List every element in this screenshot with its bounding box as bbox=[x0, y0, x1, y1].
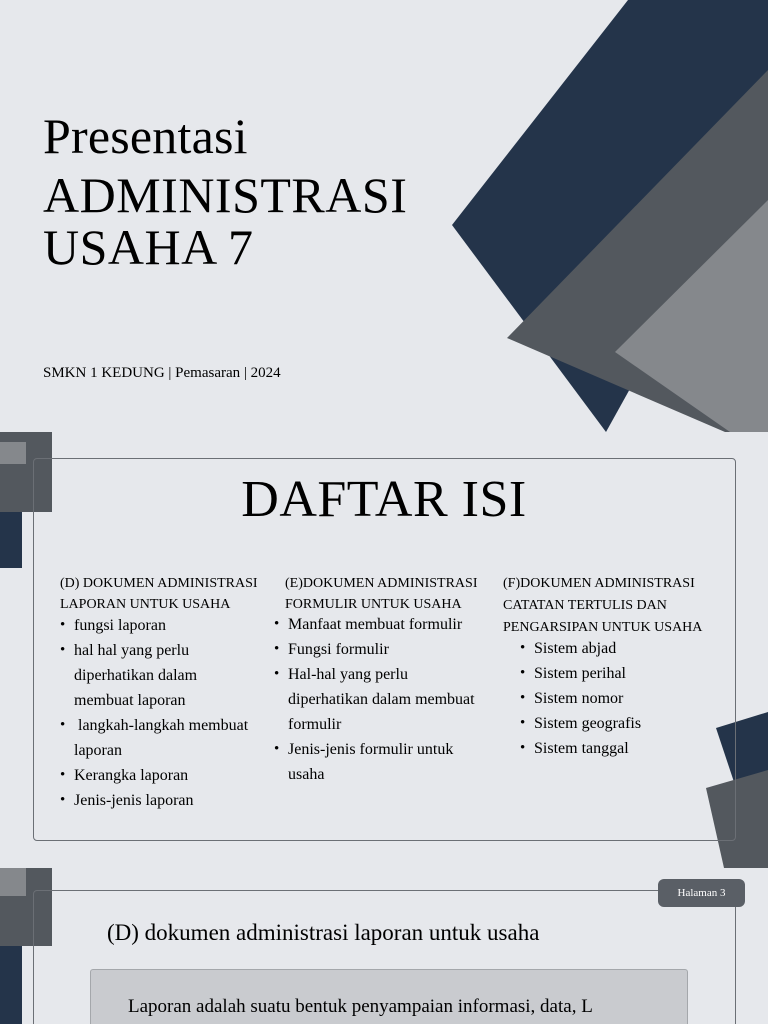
list-item: • Fungsi formulir bbox=[274, 637, 503, 662]
list-item: • Hal-hal yang perlu bbox=[274, 662, 503, 687]
content-body: Laporan adalah suatu bentuk penyampaian informasi, data, L bbox=[128, 996, 593, 1017]
light-square-left bbox=[0, 868, 26, 896]
title-administrasi: ADMINISTRASI bbox=[43, 167, 408, 223]
subtitle: SMKN 1 KEDUNG | Pemasaran | 2024 bbox=[43, 365, 281, 381]
navy-square-left bbox=[0, 944, 22, 1024]
column-heading: CATATAN TERTULIS DAN bbox=[503, 598, 667, 613]
page-number-badge: Halaman 3 bbox=[658, 879, 745, 907]
toc-list bbox=[60, 613, 282, 813]
list-item: • hal hal yang perlu bbox=[60, 638, 282, 663]
list-item-continuation: diperhatikan dalam bbox=[74, 667, 198, 684]
title-presentasi: Presentasi bbox=[43, 108, 248, 164]
slide-table-of-contents bbox=[0, 432, 768, 868]
list-item: • Sistem geografis bbox=[520, 711, 733, 736]
list-item: • Sistem perihal bbox=[520, 661, 733, 686]
toc-column-e bbox=[285, 572, 503, 787]
list-item: • Manfaat membuat formulir bbox=[274, 612, 503, 637]
toc-list bbox=[274, 612, 503, 787]
column-heading: PENGARSIPAN UNTUK USAHA bbox=[503, 620, 703, 635]
column-heading: (E)DOKUMEN ADMINISTRASI bbox=[285, 576, 478, 591]
toc-column-f bbox=[503, 572, 733, 761]
list-item: • Sistem abjad bbox=[520, 636, 733, 661]
list-item-continuation: formulir bbox=[288, 716, 342, 733]
toc-title: DAFTAR ISI bbox=[241, 471, 527, 528]
column-heading: (D) DOKUMEN ADMINISTRASI bbox=[60, 576, 258, 591]
list-item-continuation: laporan bbox=[74, 742, 122, 759]
column-heading: (F)DOKUMEN ADMINISTRASI bbox=[503, 576, 695, 591]
light-square-left bbox=[0, 442, 26, 464]
toc-column-d bbox=[60, 572, 282, 813]
toc-list bbox=[520, 636, 733, 761]
list-item-continuation: usaha bbox=[288, 766, 325, 783]
column-heading: FORMULIR UNTUK USAHA bbox=[285, 597, 462, 612]
list-item-continuation: diperhatikan dalam membuat bbox=[288, 691, 475, 708]
slide-content bbox=[0, 868, 768, 1024]
list-item: • Jenis-jenis formulir untuk bbox=[274, 737, 503, 762]
list-item: • fungsi laporan bbox=[60, 613, 282, 638]
list-item: • Jenis-jenis laporan bbox=[60, 788, 282, 813]
list-item-continuation: membuat laporan bbox=[74, 692, 186, 709]
list-item: • Kerangka laporan bbox=[60, 763, 282, 788]
title-usaha: USAHA 7 bbox=[43, 219, 254, 275]
content-heading: (D) dokumen administrasi laporan untuk usaha bbox=[107, 920, 540, 945]
column-heading: LAPORAN UNTUK USAHA bbox=[60, 597, 231, 612]
list-item: • Sistem tanggal bbox=[520, 736, 733, 761]
slide-title bbox=[0, 0, 768, 432]
list-item: • Sistem nomor bbox=[520, 686, 733, 711]
list-item: • langkah-langkah membuat bbox=[60, 713, 282, 738]
